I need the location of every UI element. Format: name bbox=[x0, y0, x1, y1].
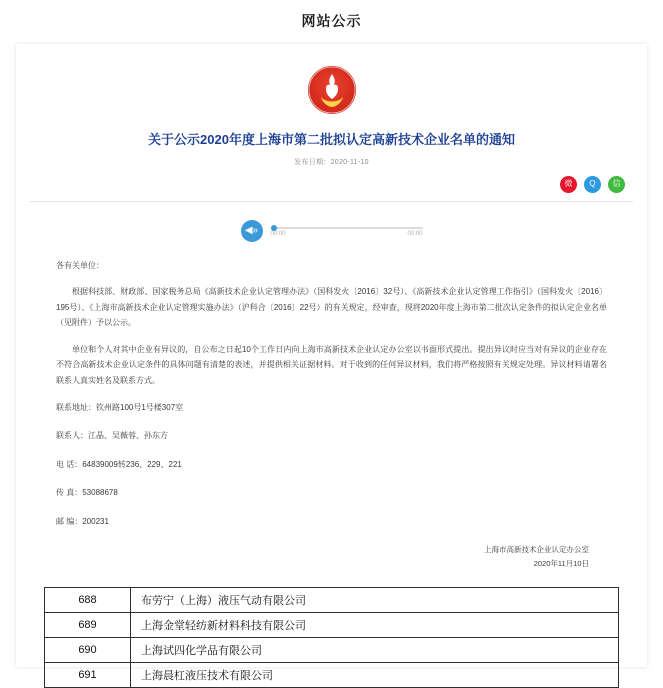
page-title: 网站公示 bbox=[301, 13, 362, 29]
signature-date: 2020年11月10日 bbox=[533, 558, 589, 568]
contact-address: 联系地址：钦州路100号1号楼307室 bbox=[56, 402, 184, 412]
company-name: 布劳宁（上海）液压气动有限公司 bbox=[131, 588, 619, 613]
audio-player bbox=[16, 220, 647, 242]
company-name: 上海晨杠液压技术有限公司 bbox=[131, 663, 619, 688]
share-buttons bbox=[16, 167, 647, 193]
table-row bbox=[45, 663, 619, 688]
signature-block bbox=[56, 543, 607, 572]
audio-progress-slider[interactable] bbox=[271, 224, 423, 238]
organization-emblem-icon bbox=[308, 66, 356, 114]
emblem-graphic bbox=[308, 66, 356, 114]
salutation: 各有关单位： bbox=[56, 260, 104, 270]
paragraph-1: 根据科技部、财政部、国家税务总局《高新技术企业认定管理办法》（国科发火〔2016〕32号）、《高新技术企业认定管理工作指引》（国科发火〔2016〕195号）、《上海市高新技术企业认定管理实施办法》（沪科合〔2016〕22号）的有关规定，经审查，现将2020年度上海市第二批次认定条件的拟认定企业名单（见附件）予以公示。 bbox=[56, 287, 607, 328]
document-date: 发布日期：2020-11-10 bbox=[294, 158, 369, 166]
table-row bbox=[45, 638, 619, 663]
company-list-container bbox=[16, 571, 647, 688]
audio-play-icon[interactable]: ◀» bbox=[241, 220, 263, 242]
company-number: 688 bbox=[45, 588, 131, 613]
document-body bbox=[16, 242, 647, 572]
company-number: 691 bbox=[45, 663, 131, 688]
contact-fax: 传 真：53088678 bbox=[56, 488, 118, 498]
paragraph-2: 单位和个人对其中企业有异议的，自公布之日起10个工作日内向上海市高新技术企业认定办公室以书面形式提出。提出异议时应当对有异议的企业存在不符合高新技术企业认定条件的具体问题有清楚的表述，并提供相关证据材料。对于收到的任何异议材料，我们将严格按照有关规定处理。异议材料请署名联系人真实姓名及联系方式。 bbox=[56, 344, 607, 386]
logo-container bbox=[16, 44, 647, 124]
announcement-card bbox=[16, 44, 647, 683]
audio-time-labels bbox=[271, 231, 423, 237]
wechat-share-icon[interactable]: 信 bbox=[608, 176, 625, 193]
document-title: 关于公示2020年度上海市第二批拟认定高新技术企业名单的通知 bbox=[148, 132, 515, 147]
company-name: 上海金堂轻纺新材料科技有限公司 bbox=[131, 613, 619, 638]
signer-name: 上海市高新技术企业认定办公室 bbox=[484, 544, 589, 554]
contact-persons: 联系人：江晶、吴薇蓉、孙东方 bbox=[56, 431, 168, 441]
company-number: 690 bbox=[45, 638, 131, 663]
company-list-body bbox=[45, 588, 619, 688]
table-row bbox=[45, 613, 619, 638]
audio-progress-track bbox=[271, 227, 423, 229]
header-divider bbox=[30, 201, 633, 202]
table-row bbox=[45, 588, 619, 613]
qzone-share-icon[interactable]: Q bbox=[584, 176, 601, 193]
audio-total-time: 00:00 bbox=[407, 230, 423, 237]
contact-postcode: 邮 编：200231 bbox=[56, 517, 109, 527]
sina-weibo-share-icon[interactable]: 微 bbox=[560, 176, 577, 193]
company-name: 上海试四化学品有限公司 bbox=[131, 638, 619, 663]
company-number: 689 bbox=[45, 613, 131, 638]
audio-current-time: 00:00 bbox=[270, 230, 286, 237]
company-list-table bbox=[44, 587, 619, 688]
contact-phone: 电 话：64839009转236、229、221 bbox=[56, 459, 182, 469]
